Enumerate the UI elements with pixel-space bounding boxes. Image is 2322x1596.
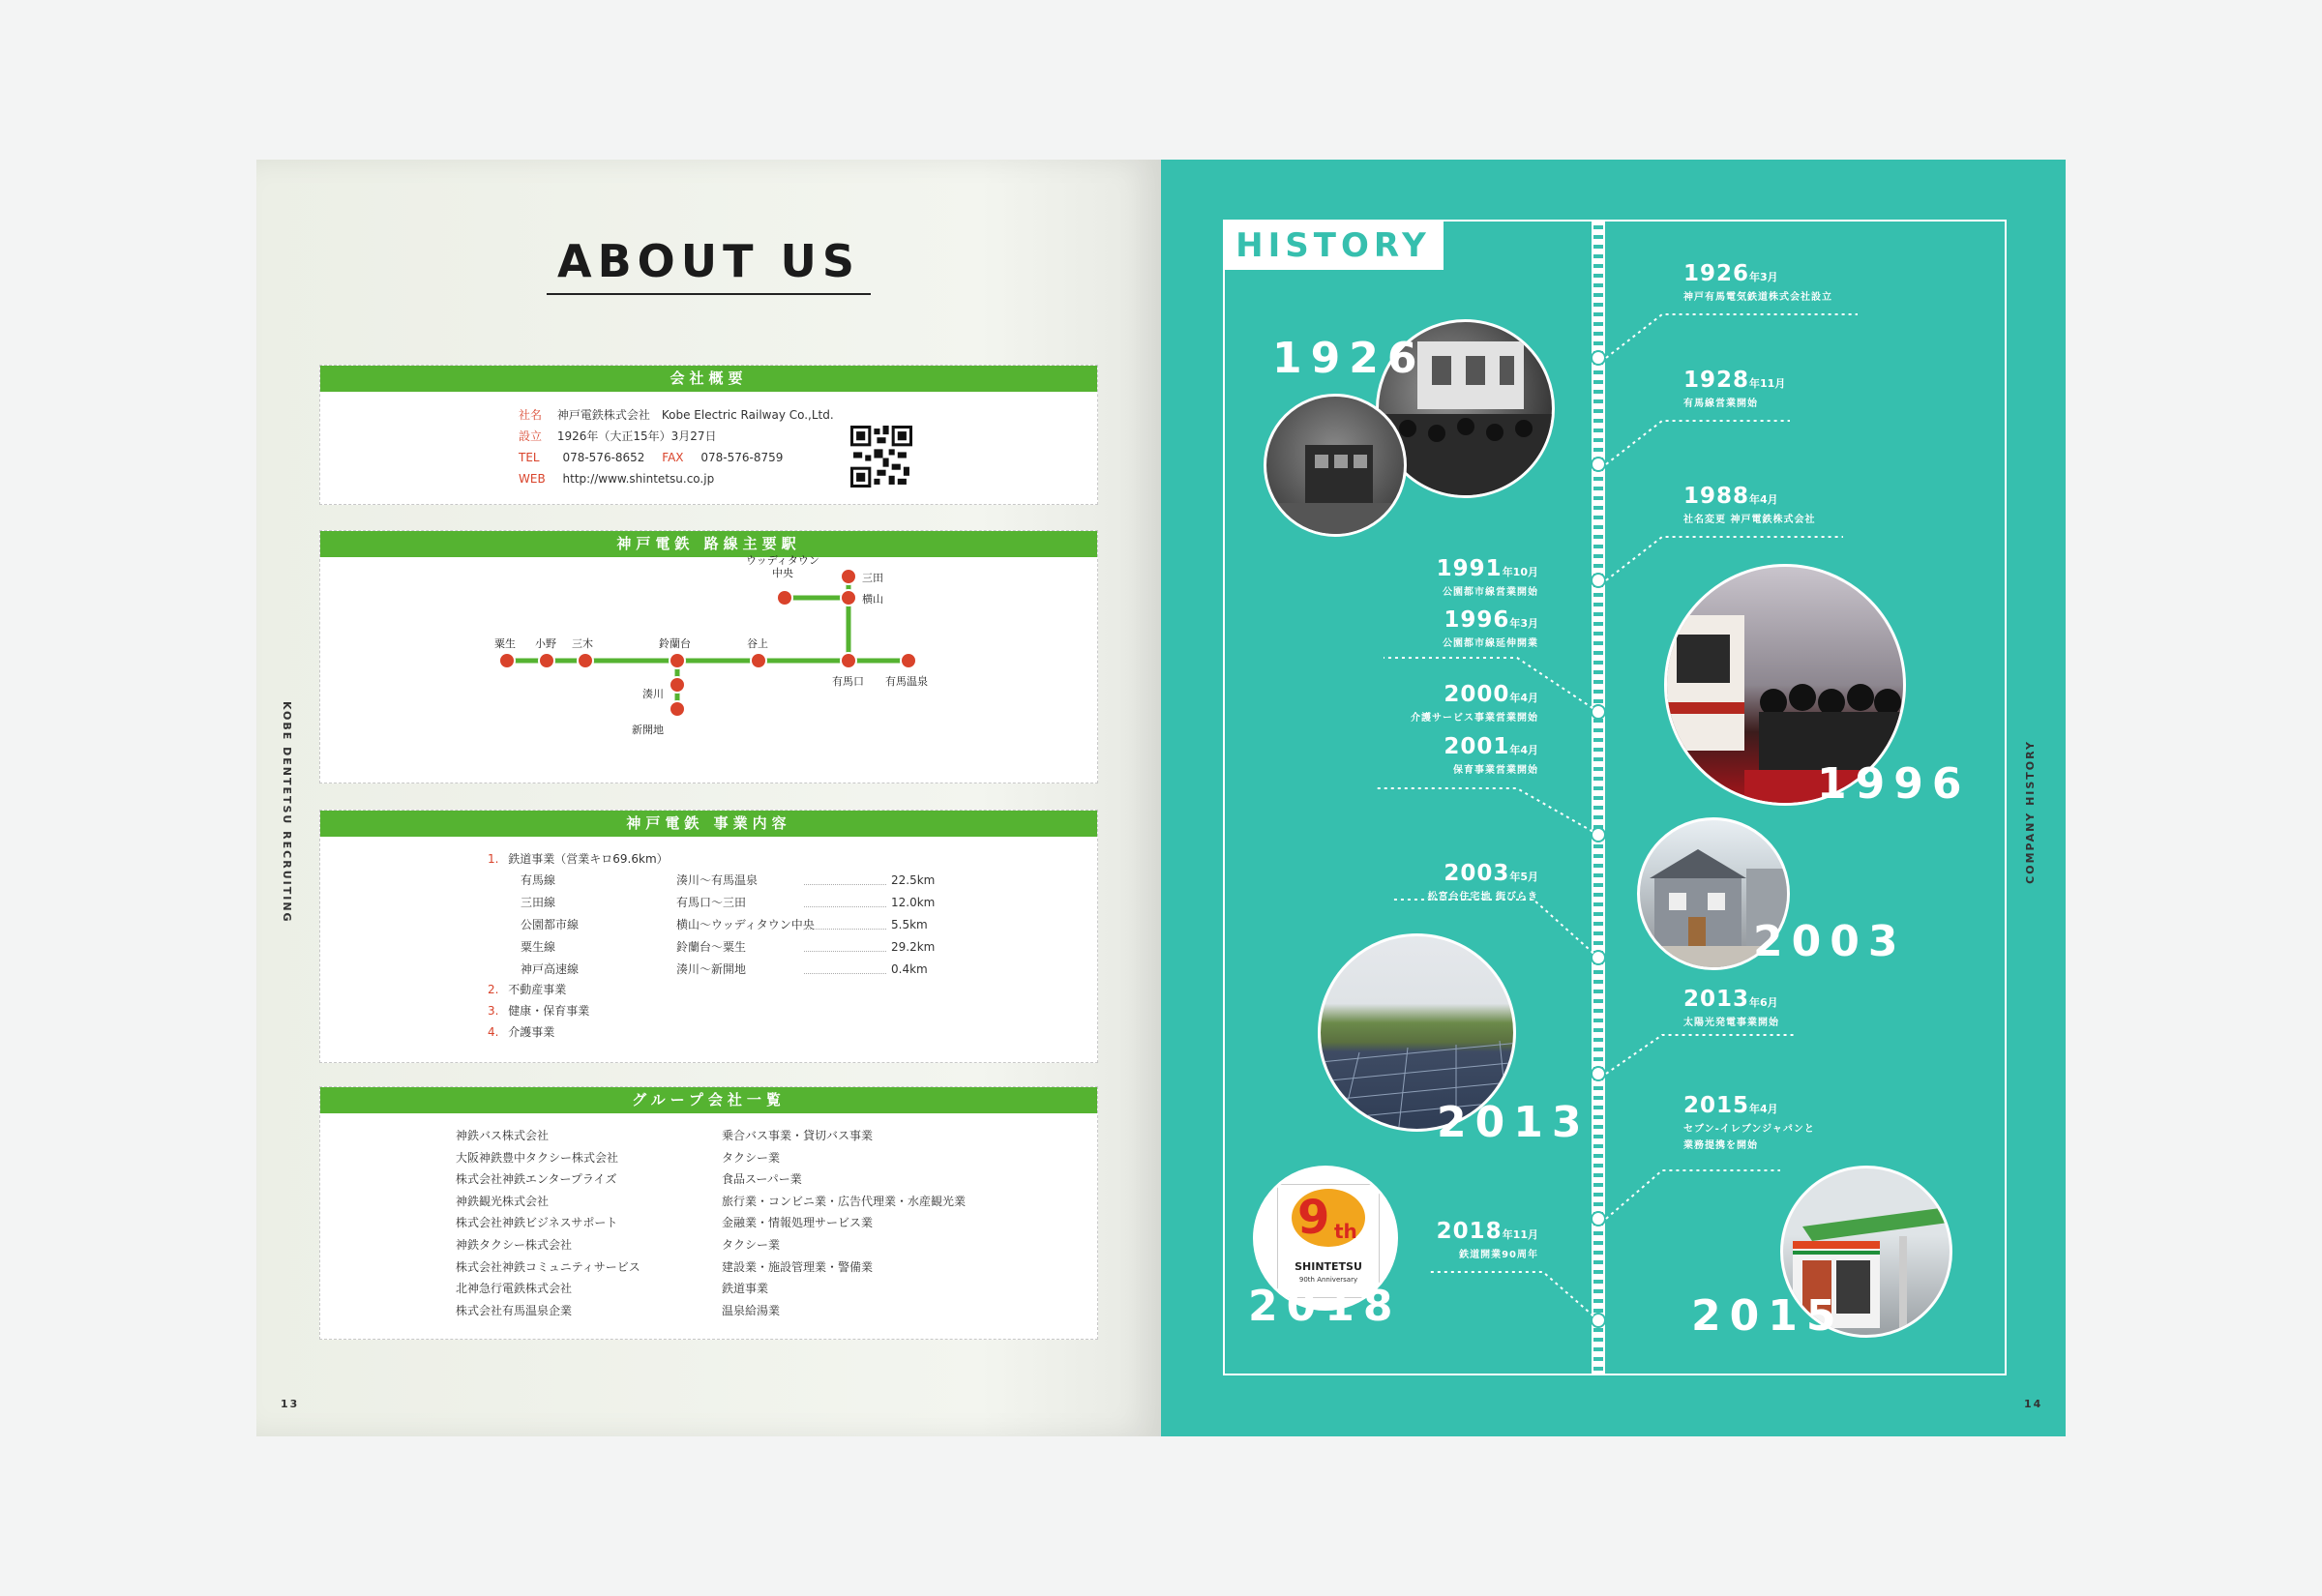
founded-label: 設立 bbox=[519, 429, 543, 443]
founded-row bbox=[519, 426, 717, 447]
station-yokoyama: 横山 bbox=[862, 593, 883, 606]
big-year-1996: 1996 bbox=[1817, 759, 1971, 809]
group-company-business: 旅行業・コンビニ業・広告代理業・水産観光業 bbox=[722, 1194, 967, 1208]
event-1926 bbox=[1683, 261, 1832, 305]
station-sanda: 三田 bbox=[862, 572, 883, 584]
group-company-name: 神鉄観光株式会社 bbox=[456, 1194, 550, 1208]
station-minatogawa-marker bbox=[670, 677, 685, 693]
group-company-name: 株式会社神鉄コミュニティサービス bbox=[456, 1259, 640, 1274]
group-company-business: 鉄道事業 bbox=[722, 1282, 769, 1296]
group-company-name: 神鉄バス株式会社 bbox=[456, 1129, 550, 1142]
event-2015-desc-2: 業務提携を開始 bbox=[1683, 1140, 1758, 1151]
station-arimaonsen-marker bbox=[901, 653, 916, 668]
station-tanigami: 谷上 bbox=[747, 637, 768, 650]
photo-1926-train bbox=[1264, 394, 1407, 537]
line-leader bbox=[804, 972, 886, 974]
event-1926-year: 1926 bbox=[1683, 261, 1750, 286]
tel-fax-row bbox=[519, 447, 783, 468]
event-2015-desc-1: セブン-イレブンジャパンと bbox=[1683, 1124, 1815, 1135]
event-1988-desc: 社名変更 神戸電鉄株式会社 bbox=[1683, 515, 1816, 525]
web-row bbox=[519, 468, 714, 489]
line-section: 湊川～新開地 bbox=[676, 962, 747, 976]
line-name: 粟生線 bbox=[521, 940, 556, 954]
anniversary-number: 9 bbox=[1297, 1191, 1330, 1245]
group-company-name: 北神急行電鉄株式会社 bbox=[456, 1282, 573, 1296]
event-2001-year: 2001 bbox=[1444, 734, 1510, 759]
event-1991-month: 年10月 bbox=[1502, 566, 1538, 578]
left-page bbox=[256, 160, 1161, 1436]
event-1928 bbox=[1683, 368, 1785, 411]
line-length: 0.4km bbox=[891, 962, 928, 976]
event-2000-year: 2000 bbox=[1444, 682, 1510, 707]
company-name-value: 神戸電鉄株式会社 Kobe Electric Railway Co.,Ltd. bbox=[556, 408, 834, 422]
event-1928-desc: 有馬線営業開始 bbox=[1683, 399, 1758, 409]
line-leader bbox=[804, 905, 886, 907]
line-length: 22.5km bbox=[891, 873, 936, 887]
event-2001-desc: 保育事業営業開始 bbox=[1453, 765, 1538, 776]
group-company-business: 建設業・施設管理業・警備業 bbox=[722, 1259, 874, 1274]
event-1991 bbox=[1384, 556, 1538, 600]
line-section: 湊川～有馬温泉 bbox=[676, 873, 759, 887]
group-company-name: 株式会社有馬温泉企業 bbox=[456, 1303, 573, 1317]
company-overview-heading: 会社概要 bbox=[320, 366, 1097, 392]
business-item-1 bbox=[488, 849, 669, 869]
station-miki: 三木 bbox=[572, 637, 593, 650]
group-company-business: 温泉給湯業 bbox=[722, 1303, 781, 1317]
event-2018-month: 年11月 bbox=[1502, 1228, 1538, 1241]
event-1996 bbox=[1384, 607, 1538, 651]
fax-value: 078-576-8759 bbox=[700, 451, 784, 464]
line-length: 29.2km bbox=[891, 940, 936, 954]
company-name-label: 社名 bbox=[519, 408, 543, 422]
event-2003 bbox=[1364, 861, 1538, 904]
line-leader bbox=[804, 928, 886, 930]
event-2015-year: 2015 bbox=[1683, 1093, 1750, 1118]
line-name: 公園都市線 bbox=[521, 918, 580, 931]
station-ao-marker bbox=[499, 653, 515, 668]
group-company-business: 乗合バス事業・貸切バス事業 bbox=[722, 1129, 874, 1142]
station-woody: ウッディタウン 中央 bbox=[746, 554, 819, 579]
business-item-3-number: 3. bbox=[488, 1004, 499, 1018]
station-woody-marker bbox=[777, 590, 792, 606]
business-item-4-label: 介護事業 bbox=[508, 1025, 555, 1039]
page-number-right: 14 bbox=[2024, 1398, 2043, 1410]
tel-label: TEL bbox=[519, 451, 540, 464]
history-title: HISTORY bbox=[1223, 220, 1444, 270]
anniversary-sub: 90th Anniversary bbox=[1298, 1276, 1358, 1284]
event-2003-month: 年5月 bbox=[1509, 871, 1538, 883]
anniversary-suffix: th bbox=[1334, 1220, 1357, 1243]
group-companies-box bbox=[319, 1086, 1098, 1340]
group-company-name: 株式会社神鉄エンタープライズ bbox=[456, 1172, 617, 1187]
page-number-left: 13 bbox=[281, 1398, 300, 1410]
event-2015-month: 年4月 bbox=[1749, 1103, 1778, 1115]
event-1928-month: 年11月 bbox=[1749, 377, 1786, 390]
group-company-name: 神鉄タクシー株式会社 bbox=[456, 1238, 573, 1252]
line-length: 12.0km bbox=[891, 896, 936, 909]
tel-value: 078-576-8652 bbox=[562, 451, 645, 464]
station-minatogawa: 湊川 bbox=[642, 688, 664, 700]
event-2000 bbox=[1364, 682, 1538, 725]
line-leader bbox=[804, 883, 886, 885]
business-box bbox=[319, 810, 1098, 1063]
event-2018-year: 2018 bbox=[1436, 1219, 1503, 1244]
event-2013-year: 2013 bbox=[1683, 987, 1750, 1012]
station-arimaonsen: 有馬温泉 bbox=[885, 675, 928, 688]
line-name: 三田線 bbox=[521, 896, 556, 909]
event-1991-desc: 公園都市線営業開始 bbox=[1443, 587, 1538, 598]
event-2003-desc: 松宮台住宅地 街びらき bbox=[1427, 892, 1538, 902]
event-1988-year: 1988 bbox=[1683, 484, 1750, 509]
group-companies-heading: グループ会社一覧 bbox=[320, 1087, 1097, 1113]
company-name-row bbox=[519, 404, 834, 426]
web-value[interactable]: http://www.shintetsu.co.jp bbox=[562, 472, 715, 486]
event-1926-desc: 神戸有馬電気鉄道株式会社設立 bbox=[1683, 292, 1832, 303]
station-sanda-marker bbox=[841, 569, 856, 584]
station-yokoyama-marker bbox=[841, 590, 856, 606]
group-company-business: タクシー業 bbox=[722, 1150, 781, 1165]
event-1988-month: 年4月 bbox=[1749, 493, 1778, 506]
business-item-2 bbox=[488, 980, 566, 999]
group-company-business: 金融業・情報処理サービス業 bbox=[722, 1216, 874, 1230]
side-label-company-history: COMPANY HISTORY bbox=[2024, 740, 2037, 884]
anniversary-brand: SHINTETSU bbox=[1295, 1260, 1362, 1273]
event-1928-year: 1928 bbox=[1683, 368, 1750, 393]
group-company-name: 大阪神鉄豊中タクシー株式会社 bbox=[456, 1150, 619, 1165]
right-page bbox=[1161, 160, 2066, 1436]
group-company-name: 株式会社神鉄ビジネスサポート bbox=[456, 1216, 618, 1230]
station-arimaguchi-marker bbox=[841, 653, 856, 668]
qr-code-icon bbox=[850, 426, 912, 488]
business-item-3 bbox=[488, 1001, 589, 1020]
line-leader bbox=[804, 950, 886, 952]
event-1988 bbox=[1683, 484, 1815, 527]
fax-label: FAX bbox=[662, 451, 684, 464]
route-map bbox=[320, 557, 1099, 784]
line-section: 有馬口～三田 bbox=[676, 896, 747, 909]
station-miki-marker bbox=[578, 653, 593, 668]
big-year-2015: 2015 bbox=[1691, 1291, 1845, 1341]
event-2018-desc: 鉄道開業90周年 bbox=[1459, 1250, 1538, 1260]
event-1991-year: 1991 bbox=[1436, 556, 1503, 581]
business-item-1-number: 1. bbox=[488, 852, 499, 866]
business-item-4-number: 4. bbox=[488, 1025, 499, 1039]
event-2015 bbox=[1683, 1093, 1815, 1153]
route-map-heading: 神戸電鉄 路線主要駅 bbox=[320, 531, 1097, 557]
station-ao: 粟生 bbox=[494, 637, 516, 650]
event-2013-desc: 太陽光発電事業開始 bbox=[1683, 1018, 1779, 1028]
event-2001 bbox=[1364, 734, 1538, 778]
event-1996-desc: 公園都市線延伸開業 bbox=[1443, 638, 1538, 649]
line-section: 横山～ウッディタウン中央 bbox=[676, 918, 815, 931]
business-item-4 bbox=[488, 1022, 554, 1042]
big-year-2013: 2013 bbox=[1437, 1098, 1591, 1147]
business-heading: 神戸電鉄 事業内容 bbox=[320, 811, 1097, 837]
station-tanigami-marker bbox=[751, 653, 766, 668]
station-ono: 小野 bbox=[535, 637, 556, 650]
about-us-title: ABOUT US bbox=[547, 235, 871, 295]
line-length: 5.5km bbox=[891, 918, 928, 931]
line-section: 鈴蘭台～粟生 bbox=[676, 940, 747, 954]
station-shinkaichi-marker bbox=[670, 701, 685, 717]
event-2000-desc: 介護サービス事業営業開始 bbox=[1411, 713, 1538, 724]
line-name: 有馬線 bbox=[521, 873, 556, 887]
line-name: 神戸高速線 bbox=[521, 962, 580, 976]
event-1996-month: 年3月 bbox=[1509, 617, 1538, 630]
web-label: WEB bbox=[519, 472, 546, 486]
event-2003-year: 2003 bbox=[1444, 861, 1510, 886]
event-2000-month: 年4月 bbox=[1509, 692, 1538, 704]
event-2013 bbox=[1683, 987, 1779, 1030]
event-2013-month: 年6月 bbox=[1749, 996, 1778, 1009]
founded-value: 1926年（大正15年）3月27日 bbox=[556, 429, 717, 443]
station-suzurandai-marker bbox=[670, 653, 685, 668]
business-item-2-label: 不動産事業 bbox=[508, 983, 567, 996]
business-item-2-number: 2. bbox=[488, 983, 499, 996]
group-company-business: 食品スーパー業 bbox=[722, 1172, 802, 1187]
big-year-2018: 2018 bbox=[1248, 1282, 1402, 1331]
business-item-1-label: 鉄道事業（営業キロ69.6km） bbox=[508, 852, 669, 866]
station-arimaguchi: 有馬口 bbox=[832, 675, 864, 688]
train-illustration-icon bbox=[1266, 397, 1407, 537]
group-company-business: タクシー業 bbox=[722, 1238, 781, 1252]
station-suzurandai: 鈴蘭台 bbox=[659, 637, 691, 650]
big-year-1926: 1926 bbox=[1272, 334, 1426, 383]
station-ono-marker bbox=[539, 653, 554, 668]
big-year-2003: 2003 bbox=[1753, 917, 1907, 966]
side-label-recruiting: KOBE DENTETSU RECRUITING bbox=[281, 701, 293, 924]
business-item-3-label: 健康・保育事業 bbox=[508, 1004, 590, 1018]
station-shinkaichi: 新開地 bbox=[632, 724, 664, 736]
event-1926-month: 年3月 bbox=[1749, 271, 1778, 283]
event-2001-month: 年4月 bbox=[1509, 744, 1538, 756]
company-overview-box bbox=[319, 365, 1098, 505]
event-1996-year: 1996 bbox=[1444, 607, 1510, 633]
route-map-box bbox=[319, 530, 1098, 783]
